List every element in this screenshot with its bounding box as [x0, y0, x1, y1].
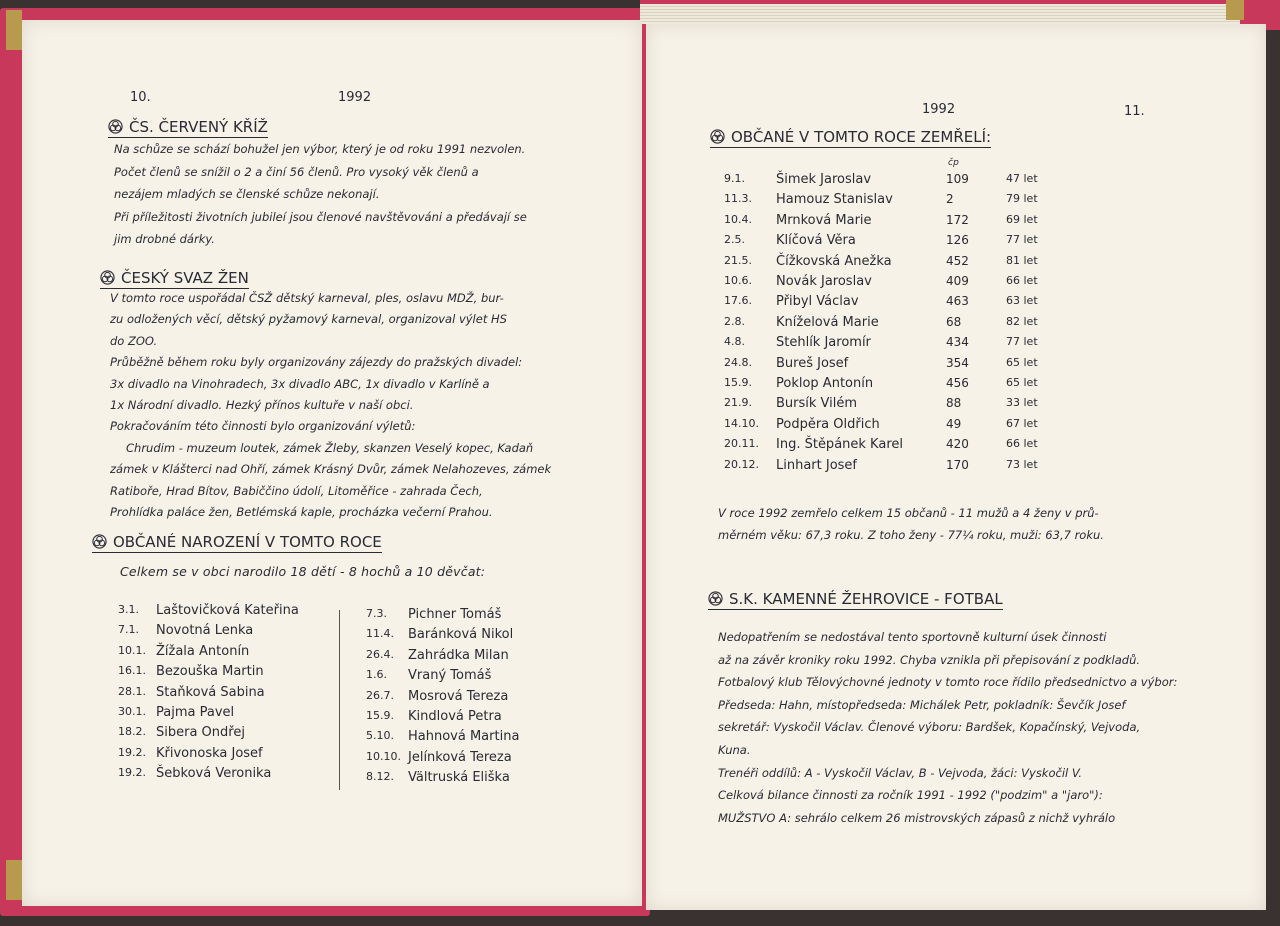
- text-line: Kuna.: [718, 742, 751, 757]
- text-line: Prohlídka paláce žen, Betlémská kaple, procházka večerní Prahou.: [110, 505, 493, 520]
- age: 77 let: [1006, 233, 1038, 247]
- women-union-text: [110, 288, 630, 523]
- red-cross-text: [114, 138, 614, 251]
- text-line: sekretář: Vyskočil Václav. Členové výboru: Bardšek, Kopačínský, Vejvoda,: [718, 720, 1141, 735]
- death-date: 15.9.: [724, 376, 752, 389]
- text-line: měrném věku: 67,3 roku. Z toho ženy - 77¼ roku, muži: 63,7 roku.: [718, 528, 1104, 542]
- text-line: V tomto roce uspořádal ČSŽ dětský karneval, ples, oslavu MDŽ, bur-: [110, 291, 504, 305]
- house-number: 2: [946, 192, 954, 207]
- birth-date: 5.10.: [366, 729, 394, 743]
- house-number: 172: [946, 212, 969, 227]
- child-name: Staňková Sabina: [156, 684, 265, 700]
- child-name: Zahrádka Milan: [408, 647, 509, 663]
- text-line: Celková bilance činnosti za ročník 1991 - 1992 ("podzim" a "jaro"):: [718, 788, 1103, 803]
- text-line: Počet členů se snížil o 2 a činí 56 členů. Pro vysoký věk členů a: [114, 164, 479, 179]
- heading-text: S.K. KAMENNÉ ŽEHROVICE - FOTBAL: [729, 590, 1003, 608]
- page-number: 10.: [130, 90, 151, 105]
- text-line: nezájem mladých se členské schůze nekonají.: [114, 187, 380, 201]
- house-number: 109: [946, 172, 969, 186]
- trefoil-icon: [108, 119, 123, 134]
- left-page: [22, 20, 642, 906]
- age: 66 let: [1006, 437, 1038, 451]
- birth-date: 11.4.: [366, 627, 394, 641]
- child-name: Mosrová Tereza: [408, 688, 509, 704]
- column-divider: [339, 610, 340, 790]
- child-name: Jelínková Tereza: [408, 749, 512, 765]
- death-date: 10.4.: [724, 212, 752, 226]
- text-line: Nedopatřením se nedostával tento sportovně kulturní úsek činnosti: [718, 630, 1107, 644]
- age: 66 let: [1006, 274, 1038, 287]
- deceased-name: Linhart Josef: [776, 457, 858, 473]
- house-number: 463: [946, 294, 969, 309]
- birth-date: 1.6.: [366, 668, 387, 682]
- deaths-summary: [718, 502, 1238, 546]
- child-name: Novotná Lenka: [156, 623, 254, 639]
- house-number: 452: [946, 253, 969, 268]
- age: 77 let: [1006, 335, 1038, 349]
- child-name: Baránková Nikol: [408, 627, 514, 643]
- text-line: až na závěr kroniky roku 1992. Chyba vznikla při přepisování z podkladů.: [718, 652, 1141, 667]
- deceased-name: Ing. Štěpánek Karel: [776, 437, 903, 453]
- deceased-name: Mrnková Marie: [776, 212, 872, 228]
- birth-date: 7.1.: [118, 623, 139, 637]
- heading-text: OBČANÉ V TOMTO ROCE ZEMŘELÍ:: [731, 128, 992, 146]
- text-line: Fotbalový klub Tělovýchovné jednoty v tomto roce řídilo předsednictvo a výbor:: [718, 675, 1178, 690]
- age: 63 let: [1006, 294, 1038, 308]
- birth-date: 10.1.: [118, 643, 146, 657]
- birth-date: 26.4.: [366, 647, 394, 661]
- child-name: Kindlová Petra: [408, 709, 502, 724]
- heading-births: [92, 533, 382, 553]
- heading-women-union: [100, 269, 249, 289]
- birth-date: 3.1.: [118, 603, 139, 616]
- house-number: 88: [946, 396, 962, 411]
- death-date: 14.10.: [724, 416, 759, 430]
- house-number: 409: [946, 274, 969, 288]
- text-line: Průběžně během roku byly organizovány zájezdy do pražských divadel:: [110, 355, 523, 370]
- deceased-name: Poklop Antonín: [776, 376, 874, 391]
- child-name: Sibera Ondřej: [156, 725, 245, 741]
- age: 69 let: [1006, 212, 1038, 226]
- deceased-name: Bureš Josef: [776, 355, 849, 371]
- deceased-name: Klíčová Věra: [776, 233, 856, 249]
- text-line: Při příležitosti životních jubileí jsou členové navštěvováni a předávají se: [114, 209, 527, 224]
- birth-date: 30.1.: [118, 705, 146, 718]
- deceased-name: Kníželová Marie: [776, 314, 879, 330]
- heading-deaths: [710, 128, 991, 148]
- text-line: zu odložených věcí, dětský pyžamový karneval, organizoval výlet HS: [110, 312, 507, 327]
- death-date: 4.8.: [724, 335, 745, 349]
- age: 73 let: [1006, 457, 1038, 471]
- house-number: 434: [946, 335, 969, 350]
- birth-date: 7.3.: [366, 607, 387, 620]
- child-name: Žížala Antonín: [156, 643, 250, 659]
- trefoil-icon: [100, 270, 115, 285]
- child-name: Křivonoska Josef: [156, 745, 263, 761]
- page-stack: [640, 4, 1240, 24]
- corner-protector: [6, 10, 22, 50]
- deceased-name: Novák Jaroslav: [776, 274, 872, 289]
- death-date: 20.12.: [724, 457, 759, 471]
- death-date: 24.8.: [724, 355, 752, 369]
- child-name: Šebková Veronika: [156, 766, 272, 782]
- text-line: 1x Národní divadlo. Hezký přínos kultuře v naší obci.: [110, 398, 414, 413]
- right-page: [646, 24, 1266, 910]
- child-name: Bezouška Martin: [156, 664, 264, 680]
- house-number: 68: [946, 314, 962, 329]
- text-line: Na schůze se schází bohužel jen výbor, který je od roku 1991 nezvolen.: [114, 142, 526, 156]
- birth-date: 26.7.: [366, 688, 394, 702]
- birth-date: 15.9.: [366, 709, 394, 722]
- house-number: 354: [946, 355, 969, 370]
- deceased-name: Hamouz Stanislav: [776, 192, 893, 208]
- deceased-name: Bursík Vilém: [776, 396, 858, 412]
- birth-date: 19.2.: [118, 766, 146, 780]
- football-text: [718, 626, 1248, 829]
- deceased-name: Podpěra Oldřich: [776, 416, 880, 432]
- heading-football: [708, 590, 1003, 610]
- heading-text: ČESKÝ SVAZ ŽEN: [121, 269, 249, 287]
- house-number: 456: [946, 376, 969, 390]
- text-line: Ratiboře, Hrad Bítov, Babiččino údolí, Litoměřice - zahrada Čech,: [110, 483, 483, 498]
- age: 67 let: [1006, 416, 1038, 430]
- text-line: zámek v Klášterci nad Ohří, zámek Krásný Dvůr, zámek Nelahozeves, zámek: [110, 462, 552, 477]
- trefoil-icon: [708, 591, 723, 606]
- deceased-name: Přibyl Václav: [776, 294, 859, 310]
- death-date: 9.1.: [724, 172, 745, 185]
- page-year: 1992: [338, 90, 372, 105]
- births-summary: Celkem se v obci narodilo 18 dětí - 8 hochů a 10 děvčat:: [120, 564, 486, 579]
- page-year: 1992: [922, 102, 956, 117]
- child-name: Vältruská Eliška: [408, 770, 510, 786]
- corner-protector: [6, 860, 22, 900]
- child-name: Hahnová Martina: [408, 729, 520, 745]
- heading-red-cross: [108, 118, 268, 138]
- death-date: 10.6.: [724, 274, 752, 287]
- age: 47 let: [1006, 172, 1038, 185]
- text-line: jim drobné dárky.: [114, 232, 215, 246]
- child-name: Pajma Pavel: [156, 705, 235, 720]
- birth-date: 16.1.: [118, 664, 146, 678]
- house-number: 126: [946, 233, 969, 248]
- child-name: Vraný Tomáš: [408, 668, 492, 684]
- age: 65 let: [1006, 355, 1038, 369]
- house-number-label: čp: [948, 158, 960, 168]
- death-date: 17.6.: [724, 294, 752, 308]
- text-line: do ZOO.: [110, 333, 158, 348]
- deceased-name: Stehlík Jaromír: [776, 335, 871, 351]
- age: 33 let: [1006, 396, 1038, 410]
- birth-date: 19.2.: [118, 745, 146, 759]
- house-number: 170: [946, 457, 969, 472]
- birth-date: 18.2.: [118, 725, 146, 739]
- corner-protector: [1226, 0, 1244, 20]
- text-line: 3x divadlo na Vinohradech, 3x divadlo ABC, 1x divadlo v Karlíně a: [110, 376, 490, 391]
- death-date: 11.3.: [724, 192, 752, 206]
- heading-text: ČS. ČERVENÝ KŘÍŽ: [129, 118, 268, 136]
- text-line: V roce 1992 zemřelo celkem 15 občanů - 11 mužů a 4 ženy v prů-: [718, 506, 1099, 520]
- text-line: MUŽSTVO A: sehrálo celkem 26 mistrovských zápasů z nichž vyhrálo: [718, 810, 1116, 825]
- death-date: 2.5.: [724, 233, 745, 247]
- age: 81 let: [1006, 253, 1038, 267]
- age: 82 let: [1006, 314, 1038, 328]
- deceased-name: Čížkovská Anežka: [776, 253, 892, 269]
- deceased-name: Šimek Jaroslav: [776, 172, 872, 187]
- heading-text: OBČANÉ NAROZENÍ V TOMTO ROCE: [113, 533, 382, 551]
- child-name: Laštovičková Kateřina: [156, 603, 299, 618]
- birth-date: 8.12.: [366, 770, 394, 784]
- death-date: 20.11.: [724, 437, 759, 451]
- age: 79 let: [1006, 192, 1038, 206]
- text-line: Předseda: Hahn, místopředseda: Michálek Petr, pokladník: Ševčík Josef: [718, 697, 1126, 712]
- death-date: 21.9.: [724, 396, 752, 410]
- trefoil-icon: [710, 129, 725, 144]
- page-number: 11.: [1124, 104, 1145, 119]
- birth-date: 10.10.: [366, 749, 401, 763]
- trefoil-icon: [92, 534, 107, 549]
- birth-date: 28.1.: [118, 684, 146, 698]
- age: 65 let: [1006, 376, 1038, 389]
- house-number: 420: [946, 437, 969, 452]
- death-date: 21.5.: [724, 253, 752, 267]
- house-number: 49: [946, 416, 962, 431]
- text-line: Chrudim - muzeum loutek, zámek Žleby, skanzen Veselý kopec, Kadaň: [126, 440, 534, 455]
- text-line: Trenéři oddílů: A - Vyskočil Václav, B - Vejvoda, žáci: Vyskočil V.: [718, 765, 1083, 780]
- death-date: 2.8.: [724, 314, 745, 328]
- child-name: Pichner Tomáš: [408, 607, 502, 622]
- text-line: Pokračováním této činnosti bylo organizování výletů:: [110, 419, 416, 434]
